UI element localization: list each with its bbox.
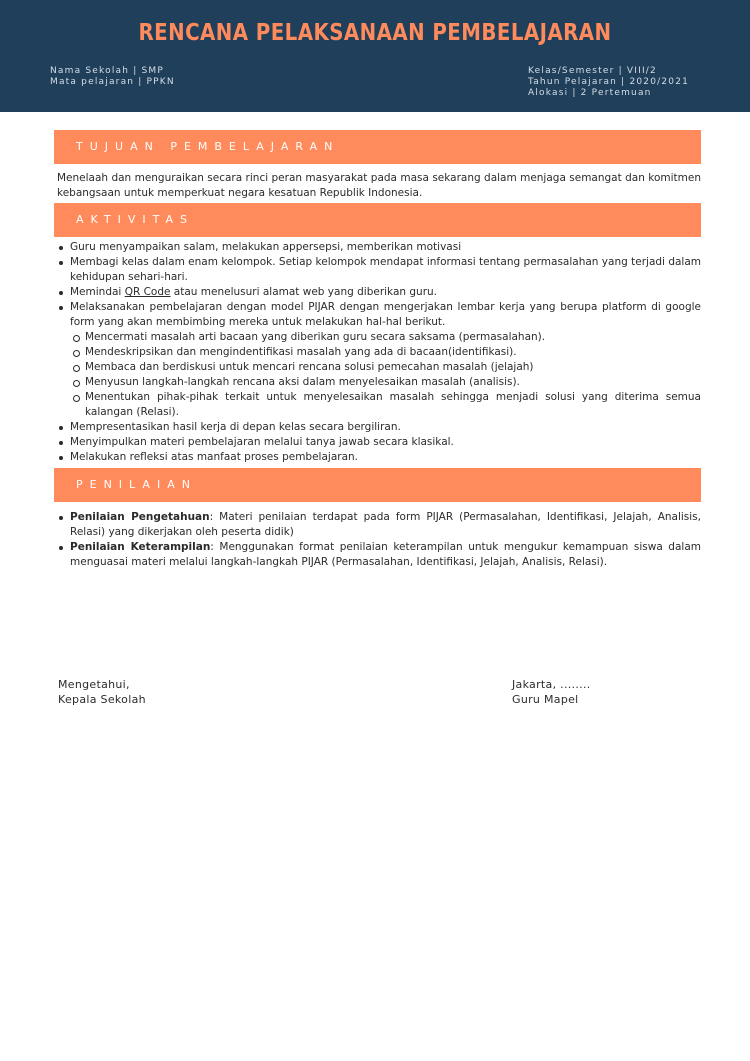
signature-left: [58, 677, 146, 707]
section-title-penilaian: PENILAIAN: [76, 478, 197, 491]
section-header-aktivitas: [54, 203, 701, 237]
list-item: Guru menyampaikan salam, melakukan appersepsi, memberikan motivasi: [57, 240, 701, 255]
section-title-tujuan: TUJUAN PEMBELAJARAN: [76, 140, 340, 153]
header-banner: [0, 0, 750, 112]
acknowledged-label: Mengetahui,: [58, 678, 130, 691]
school-name: Nama Sekolah | SMP: [50, 66, 165, 76]
list-item: [57, 510, 701, 540]
list-item: [57, 300, 701, 420]
list-item: Membagi kelas dalam enam kelompok. Setiap kelompok mendapat informasi tentang permasalahan yang terjadi dalam kehidupan sehari-hari.: [57, 255, 701, 285]
section-header-tujuan: [54, 130, 701, 164]
sub-list-item: Mendeskripsikan dan mengindentifikasi masalah yang ada di bacaan(identifikasi).: [70, 345, 701, 360]
header-meta-left: [50, 66, 175, 88]
list-item: Melakukan refleksi atas manfaat proses pembelajaran.: [57, 450, 701, 465]
place-date-label: Jakarta, ........: [512, 678, 591, 691]
assessment-label: Penilaian Keterampilan: [70, 541, 211, 553]
list-item-text: atau menelusuri alamat web yang diberikan guru.: [170, 286, 438, 298]
class-semester: Kelas/Semester | VIII/2: [528, 66, 657, 76]
qr-code-link[interactable]: QR Code: [124, 286, 171, 298]
activities-list-container: [57, 240, 701, 465]
tujuan-paragraph: Menelaah dan menguraikan secara rinci peran masyarakat pada masa sekarang dalam menjaga semangat dan komitmen kebangsaan untuk memperkuat negara kesatuan Republik Indonesia.: [57, 172, 701, 199]
sub-list-item: Membaca dan berdiskusi untuk mencari rencana solusi pemecahan masalah (jelajah): [70, 360, 701, 375]
section-title-aktivitas: AKTIVITAS: [76, 213, 194, 226]
page-title: RENCANA PELAKSANAAN PEMBELAJARAN: [138, 20, 612, 46]
list-item: Menyimpulkan materi pembelajaran melalui tanya jawab secara klasikal.: [57, 435, 701, 450]
academic-year: Tahun Pelajaran | 2020/2021: [528, 77, 690, 87]
principal-label: Kepala Sekolah: [58, 693, 146, 706]
header-meta-right: [528, 66, 689, 99]
signature-right: [512, 677, 591, 707]
subject: Mata pelajaran | PPKN: [50, 77, 175, 87]
assessment-text: : Menggunakan format penilaian keterampilan untuk mengukur kemampuan siswa dalam menguasai materi melalui langkah-langkah PIJAR (Permasalahan, Identifikasi, Jelajah, Analisis, Relasi).: [70, 541, 701, 568]
list-item-text: Melaksanakan pembelajaran dengan model PIJAR dengan mengerjakan lembar kerja yang berupa platform di google form yang akan membimbing mereka untuk melakukan hal-hal berikut.: [70, 301, 701, 328]
activities-list: [57, 240, 701, 465]
sub-list-item: Menyusun langkah-langkah rencana aksi dalam menyelesaikan masalah (analisis).: [70, 375, 701, 390]
list-item-text: Memindai: [70, 286, 125, 298]
sub-list-item: Menentukan pihak-pihak terkait untuk menyelesaikan masalah sehingga menjadi solusi yang diterima semua kalangan (Relasi).: [70, 390, 701, 420]
time-allocation: Alokasi | 2 Pertemuan: [528, 88, 652, 98]
assessment-label: Penilaian Pengetahuan: [70, 511, 210, 523]
section-header-penilaian: [54, 468, 701, 502]
assessment-list: [57, 510, 701, 570]
list-item: [57, 540, 701, 570]
assessment-list-container: [57, 510, 701, 570]
sub-list-item: Mencermati masalah arti bacaan yang diberikan guru secara saksama (permasalahan).: [70, 330, 701, 345]
assessment-text: : Materi penilaian terdapat pada form PIJAR (Permasalahan, Identifikasi, Jelajah, Analisis, Relasi) yang dikerjakan oleh peserta didik): [70, 511, 701, 538]
list-item: Mempresentasikan hasil kerja di depan kelas secara bergiliran.: [57, 420, 701, 435]
teacher-label: Guru Mapel: [512, 693, 579, 706]
list-item: [57, 285, 701, 300]
sub-activities-list: [70, 330, 701, 420]
